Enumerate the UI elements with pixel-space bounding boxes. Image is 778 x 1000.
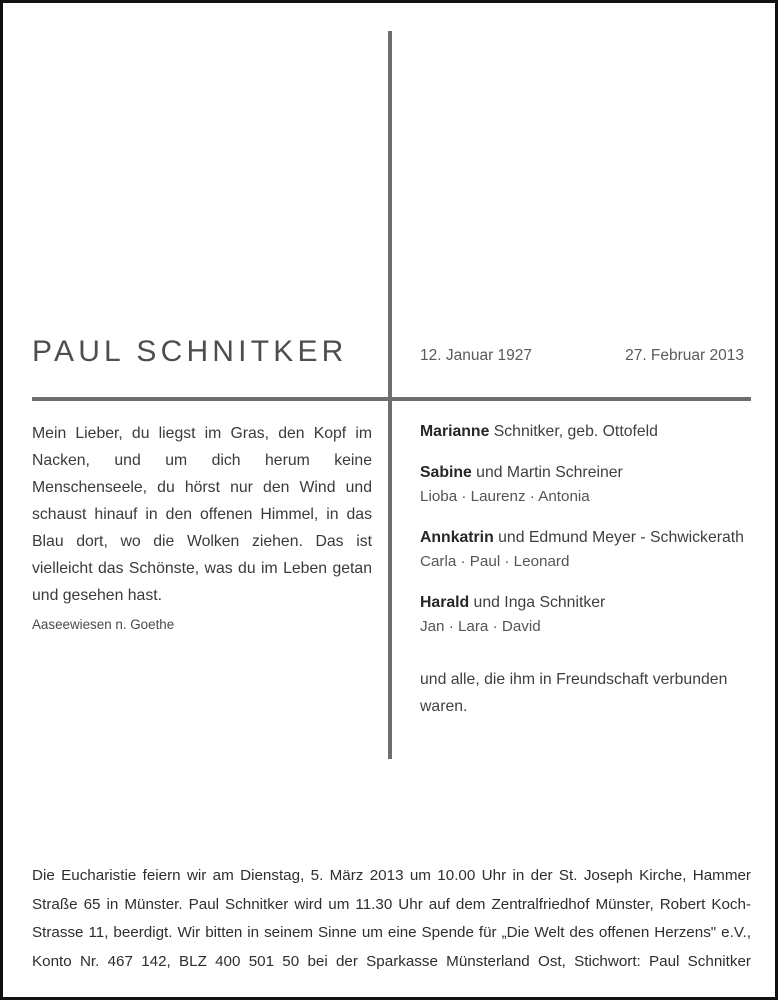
survivor-group — [420, 461, 750, 509]
survivor-primary-line — [420, 461, 750, 485]
date-of-death: 27. Februar 2013 — [625, 347, 744, 364]
survivor-relation-text: und Inga Schnitker — [469, 594, 606, 611]
survivor-children-line: Carla · Paul · Leonard — [420, 553, 570, 570]
survivors-closing-text: und alle, die ihm in Freundschaft verbunden waren. — [420, 671, 728, 715]
survivor-relation-text: Schnitker, geb. Ottofeld — [489, 423, 658, 440]
survivor-group — [420, 526, 750, 574]
survivor-primary-line — [420, 526, 750, 550]
memorial-poem-column — [32, 420, 372, 635]
survivor-lead-name: Marianne — [420, 423, 490, 440]
survivor-lead-name: Harald — [420, 594, 470, 611]
date-of-birth: 12. Januar 1927 — [420, 347, 533, 364]
survivor-group — [420, 420, 750, 444]
survivor-relation-text: und Martin Schreiner — [471, 464, 623, 481]
poem-attribution: Aaseewiesen n. Goethe — [32, 617, 175, 632]
memorial-poem-text: Mein Lieber, du liegst im Gras, den Kopf im Nacken, und um dich herum keine Menschenseele, du hörst nur den Wind und schaust hinauf in den offenen Himmel, in das Blau dort, wo die Wolken ziehen. Das ist vielleicht das Schönste, was du im Leben getan und gesehen hast. — [32, 425, 372, 604]
name-and-dates-band — [3, 335, 778, 397]
survivor-children-line: Lioba · Laurenz · Antonia — [420, 488, 590, 505]
survivors-list — [420, 420, 750, 639]
service-details-text: Die Eucharistie feiern wir am Dienstag, 5. März 2013 um 10.00 Uhr in der St. Joseph Kirche, Hammer Straße 65 in Münster. Paul Schnitker wird um 11.30 Uhr auf dem Zentralfriedhof Münster, Robert Koch-Strasse 11, beerdigt. Wir bitten in seinem Sinne um eine Spende für „Die Welt des offenen Herzens" e.V., Konto Nr. 467 142, BLZ 400 501 50 bei der Sparkasse Münsterland Ost, Stichwort: Paul Schnitker — [32, 867, 751, 970]
survivor-children-line: Jan · Lara · David — [420, 618, 541, 635]
deceased-name: PAUL SCHNITKER — [32, 335, 348, 368]
survivor-lead-name: Sabine — [420, 464, 472, 481]
survivor-primary-line — [420, 591, 750, 615]
horizontal-divider-rule — [32, 397, 751, 401]
survivor-primary-line — [420, 420, 750, 444]
survivor-group — [420, 591, 750, 639]
survivors-column — [420, 420, 750, 720]
survivor-lead-name: Annkatrin — [420, 529, 494, 546]
survivor-relation-text: und Edmund Meyer - Schwickerath — [493, 529, 744, 546]
